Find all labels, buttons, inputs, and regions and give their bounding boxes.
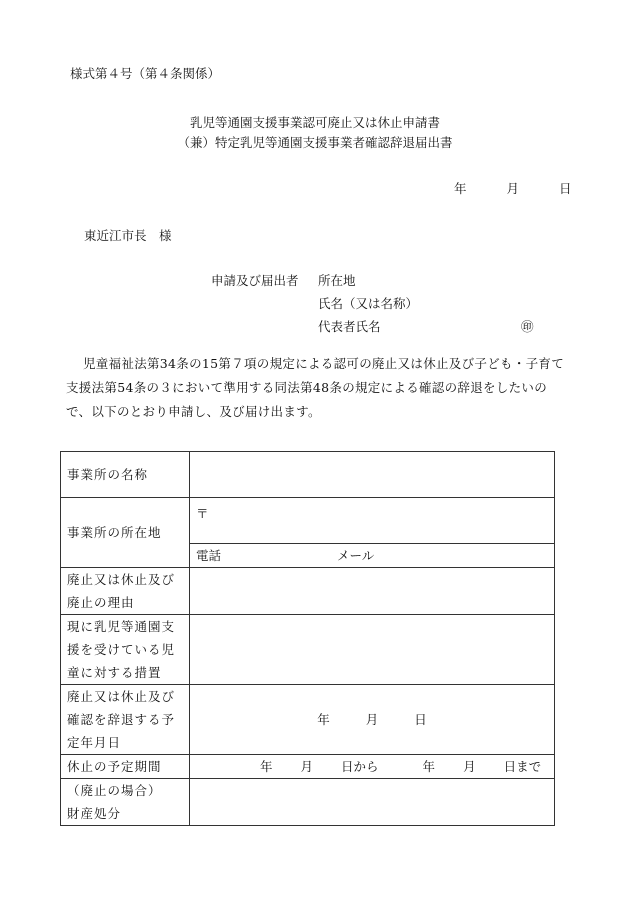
property-disposal: 財産処分: [67, 806, 122, 821]
reason-field: [190, 568, 555, 615]
table-row: [61, 685, 555, 755]
contact-field: [190, 544, 555, 568]
to-day: 日まで: [503, 759, 542, 774]
addressee: 東近江市長 様: [84, 228, 172, 243]
table-row: [61, 779, 555, 826]
representative-name-label: 代表者氏名: [318, 319, 381, 334]
applicant-label: 申請及び届出者: [211, 273, 299, 288]
sched-month: 月: [365, 712, 379, 727]
phone-label: 電話: [196, 548, 222, 563]
postal-mark: 〒: [196, 506, 209, 521]
property-label: [61, 779, 190, 826]
reason-label: 廃止又は休止及び廃止の理由: [61, 568, 190, 615]
property-field: [190, 779, 555, 826]
suspension-period-field: [190, 755, 555, 779]
date-year: 年: [454, 181, 467, 196]
sched-year: 年: [317, 712, 330, 727]
to-month: 月: [463, 759, 476, 774]
email-label: メール: [336, 548, 375, 563]
declaration-text: 児童福祉法第34条の15第７項の規定による認可の廃止又は休止及び子ども・子育て支援法第54条の３において準用する同法第48条の規定による確認の辞退をしたいので、以下のとおり申請し、及び届け出ます。: [66, 356, 565, 419]
facility-location-label: 事業所の所在地: [61, 498, 190, 568]
facility-name-label: 事業所の名称: [61, 452, 190, 498]
table-row: [61, 498, 555, 544]
document-title-line1: 乳児等通園支援事業認可廃止又は休止申請書: [189, 115, 440, 130]
measures-field: [190, 615, 555, 685]
table-row: [61, 452, 555, 498]
from-day: 日から: [341, 759, 379, 774]
facility-name-field: [190, 452, 555, 498]
application-table: [60, 451, 555, 826]
to-year: 年: [422, 759, 436, 774]
applicant-address-label: 所在地: [318, 273, 356, 288]
date-day: 日: [558, 181, 572, 196]
applicant-name-label: 氏名（又は名称）: [318, 296, 419, 311]
property-note: （廃止の場合）: [67, 783, 162, 798]
document-title-line2: （兼）特定乳児等通園支援事業者確認辞退届出書: [177, 135, 453, 150]
table-row: [61, 755, 555, 779]
measures-label: 現に乳児等通園支援を受けている児童に対する措置: [61, 615, 190, 685]
from-month: 月: [300, 759, 314, 774]
submission-date: [454, 181, 571, 197]
from-year: 年: [260, 759, 273, 774]
postal-field: [190, 498, 555, 544]
suspension-period-label: 休止の予定期間: [61, 755, 190, 779]
table-row: [61, 568, 555, 615]
scheduled-date-field: [190, 685, 555, 755]
seal-mark: ㊞: [521, 319, 534, 334]
table-row: [61, 615, 555, 685]
date-month: 月: [506, 181, 519, 196]
form-number: 様式第４号（第４条関係）: [70, 66, 221, 81]
scheduled-date-label: 廃止又は休止及び確認を辞退する予定年月日: [61, 685, 190, 755]
sched-day: 日: [414, 712, 427, 727]
